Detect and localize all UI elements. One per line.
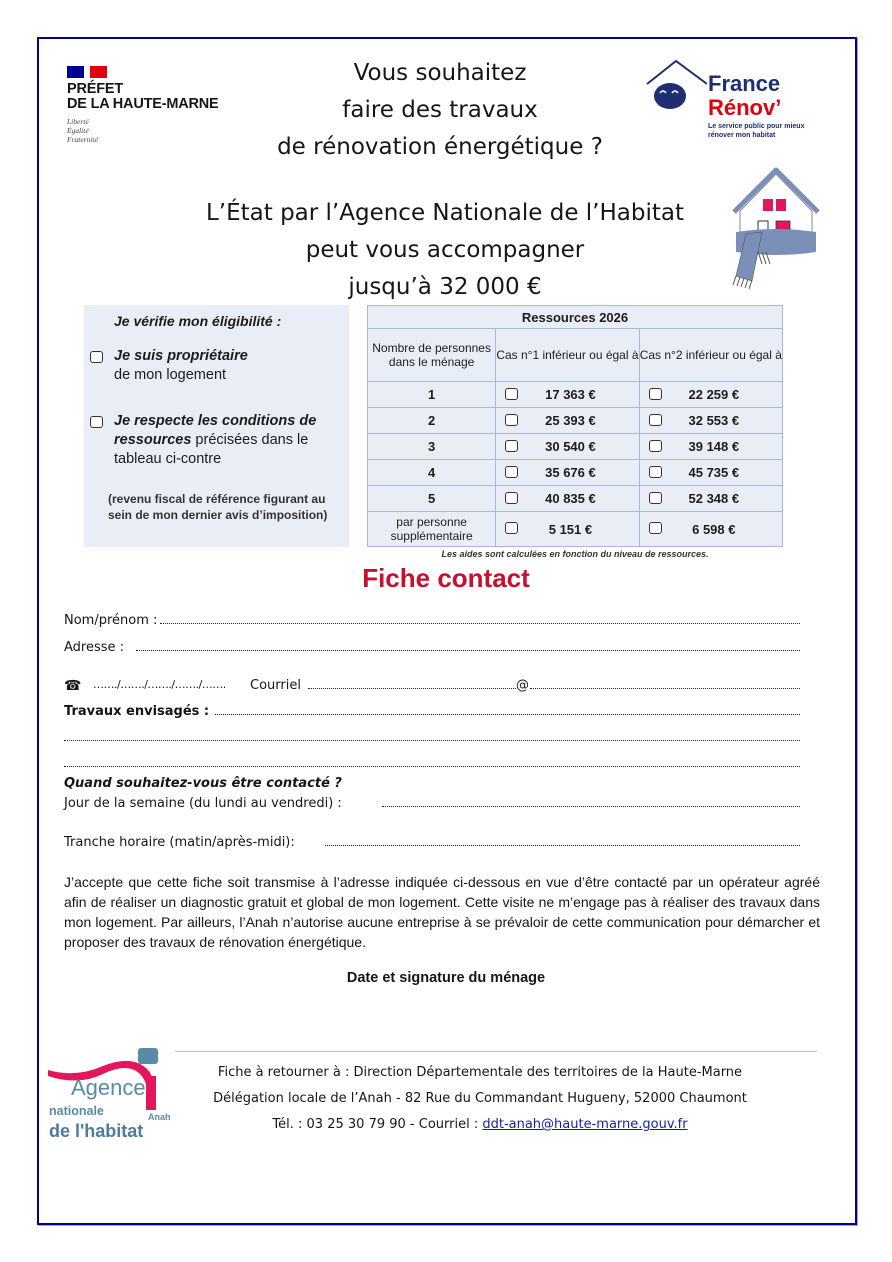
eligibility-note: (revenu fiscal de référence figurant au sein de mon dernier avis d’imposition) xyxy=(108,492,328,522)
cas2-amount: 45 735 € xyxy=(688,465,740,480)
footer-line3 xyxy=(160,1112,800,1138)
cas2-amount: 52 348 € xyxy=(688,491,740,506)
header-persons: Nombre de personnes dans le ménage xyxy=(368,329,496,382)
header-cas1: Cas n°1 inférieur ou égal à xyxy=(496,329,639,382)
cas2-amount: 6 598 € xyxy=(692,522,736,537)
table-row xyxy=(368,434,783,460)
footer-line2: Délégation locale de l’Anah - 82 Rue du Commandant Hugueny, 52000 Chaumont xyxy=(213,1091,747,1106)
cas1-cell xyxy=(496,382,639,408)
owner-label-bold: Je suis propriétaire xyxy=(114,348,248,364)
works-field-line1[interactable] xyxy=(215,712,800,715)
signature-label: Date et signature du ménage xyxy=(346,970,546,986)
main-title xyxy=(230,55,650,166)
motto-fraternite: Fraternité xyxy=(67,135,98,144)
works-field-label: Travaux envisagés : xyxy=(64,704,210,719)
email-field-label: Courriel xyxy=(250,678,301,693)
table-row xyxy=(368,460,783,486)
anah-logo xyxy=(48,1048,171,1160)
france-renov-line1: France xyxy=(708,71,781,96)
subtitle-line: L’État par l’Agence Nationale de l’Habitat xyxy=(205,200,684,226)
cas2-amount: 39 148 € xyxy=(688,439,740,454)
cas1-amount: 25 393 € xyxy=(545,413,596,428)
cas2-cell xyxy=(639,382,782,408)
email-field-domain[interactable] xyxy=(530,686,800,689)
anah-logo-line2: nationale xyxy=(49,1104,104,1118)
cas1-cell xyxy=(496,434,639,460)
day-field-label: Jour de la semaine (du lundi au vendredi) : xyxy=(64,796,342,811)
footer-address xyxy=(160,1060,800,1138)
when-contact-title: Quand souhaitez-vous être contacté ? xyxy=(64,776,342,791)
tagline-line: rénover mon habitat xyxy=(708,131,776,139)
footer-divider xyxy=(175,1051,817,1052)
time-field[interactable] xyxy=(325,843,800,846)
table-row xyxy=(368,382,783,408)
cas1-amount: 30 540 € xyxy=(545,439,596,454)
owner-checkbox[interactable] xyxy=(90,351,103,363)
table-row xyxy=(368,486,783,512)
phone-field[interactable]: ……./……./……./……./……. xyxy=(93,678,226,691)
cas1-cell xyxy=(496,460,639,486)
works-field-line2[interactable] xyxy=(64,738,800,741)
resources-table-note: Les aides sont calculées en fonction du niveau de ressources. xyxy=(441,549,709,559)
address-field[interactable] xyxy=(136,648,800,651)
cas2-cell xyxy=(639,408,782,434)
cas2-cell xyxy=(639,434,782,460)
anah-logo-line3: de l'habitat xyxy=(49,1121,144,1141)
resources-table xyxy=(367,305,783,559)
cas1-amount: 17 363 € xyxy=(545,387,596,402)
email-at-symbol: @ xyxy=(516,678,529,693)
cas1-amount: 35 676 € xyxy=(545,465,596,480)
motto-egalite: Égalité xyxy=(67,126,89,135)
cas1-cell xyxy=(496,486,639,512)
house-roof-icon xyxy=(645,58,707,118)
eligibility-title: Je vérifie mon éligibilité : xyxy=(114,313,282,329)
owner-label-rest: de mon logement xyxy=(114,367,227,383)
title-line: Vous souhaitez xyxy=(353,60,527,86)
anah-logo-abbr: Anah xyxy=(148,1112,171,1122)
france-renov-line2: Rénov’ xyxy=(708,95,782,120)
motto-liberte: Liberté xyxy=(67,117,89,126)
french-flag-icon xyxy=(67,66,107,78)
name-field[interactable] xyxy=(160,621,800,624)
tagline-line: Le service public pour mieux xyxy=(708,123,805,130)
resources-label-rest: précisées dans le tableau ci-contre xyxy=(114,432,309,467)
france-renov-tagline xyxy=(708,123,828,140)
subtitle xyxy=(200,195,690,306)
prefet-name-line1: PRÉFET xyxy=(67,81,123,97)
persons-cell: 5 xyxy=(368,486,496,512)
subtitle-line: peut vous accompagner xyxy=(305,237,585,263)
address-field-label: Adresse : xyxy=(64,640,125,655)
eligibility-panel xyxy=(84,305,349,547)
telephone-icon: ☎ xyxy=(64,678,82,694)
persons-cell: par personne supplémentaire xyxy=(368,512,496,547)
cas2-amount: 22 259 € xyxy=(688,387,740,402)
cas2-amount: 32 553 € xyxy=(688,413,740,428)
footer-phone: Tél. : 03 25 30 79 90 - Courriel : xyxy=(272,1117,483,1132)
persons-cell: 4 xyxy=(368,460,496,486)
france-renov-logo xyxy=(645,58,835,153)
table-row xyxy=(368,408,783,434)
subtitle-line: jusqu’à 32 000 € xyxy=(348,274,542,300)
cas1-amount: 5 151 € xyxy=(548,522,593,537)
title-line: faire des travaux xyxy=(342,97,538,123)
resources-label-bold: Je respecte les conditions de ressources xyxy=(114,413,317,448)
time-field-label: Tranche horaire (matin/après-midi): xyxy=(64,835,295,850)
persons-cell: 2 xyxy=(368,408,496,434)
persons-cell: 3 xyxy=(368,434,496,460)
cas1-amount: 40 835 € xyxy=(545,491,596,506)
footer-line1: Fiche à retourner à : Direction Départementale des territoires de la Haute-Marne xyxy=(217,1065,743,1080)
table-row xyxy=(368,512,783,547)
cas2-cell xyxy=(639,460,782,486)
anah-logo-line1: Agence xyxy=(71,1075,146,1100)
resources-checkbox[interactable] xyxy=(90,416,103,428)
works-field-line3[interactable] xyxy=(64,764,800,767)
resources-table-title: Ressources 2026 xyxy=(368,306,783,329)
header-cas2: Cas n°2 inférieur ou égal à xyxy=(639,329,782,382)
cas1-cell xyxy=(496,408,639,434)
cas1-cell xyxy=(496,512,639,547)
persons-cell: 1 xyxy=(368,382,496,408)
email-field-local[interactable] xyxy=(308,686,516,689)
house-scarf-icon xyxy=(728,166,823,296)
day-field[interactable] xyxy=(382,804,800,807)
consent-text: J’accepte que cette fiche soit transmise à l’adresse indiquée ci-dessous en vue d’être contacté par un opérateur agréé afin de réaliser un diagnostic gratuit et global de mon logement. Cette visite ne m’engage pas à réaliser des travaux dans mon logement. Par ailleurs, l’Anah n’autorise aucune entreprise à se prévaloir de cette communication pour démarcher et proposer des travaux de rénovation énergétique. xyxy=(64,874,820,950)
contact-form-title: Fiche contact xyxy=(362,563,530,593)
name-field-label: Nom/prénom : xyxy=(64,613,158,628)
cas2-cell xyxy=(639,486,782,512)
cas2-cell xyxy=(639,512,782,547)
prefet-name-line2: DE LA HAUTE-MARNE xyxy=(67,96,219,112)
footer-email-link[interactable]: ddt-anah@haute-marne.gouv.fr xyxy=(482,1117,688,1132)
title-line: de rénovation énergétique ? xyxy=(277,134,603,160)
